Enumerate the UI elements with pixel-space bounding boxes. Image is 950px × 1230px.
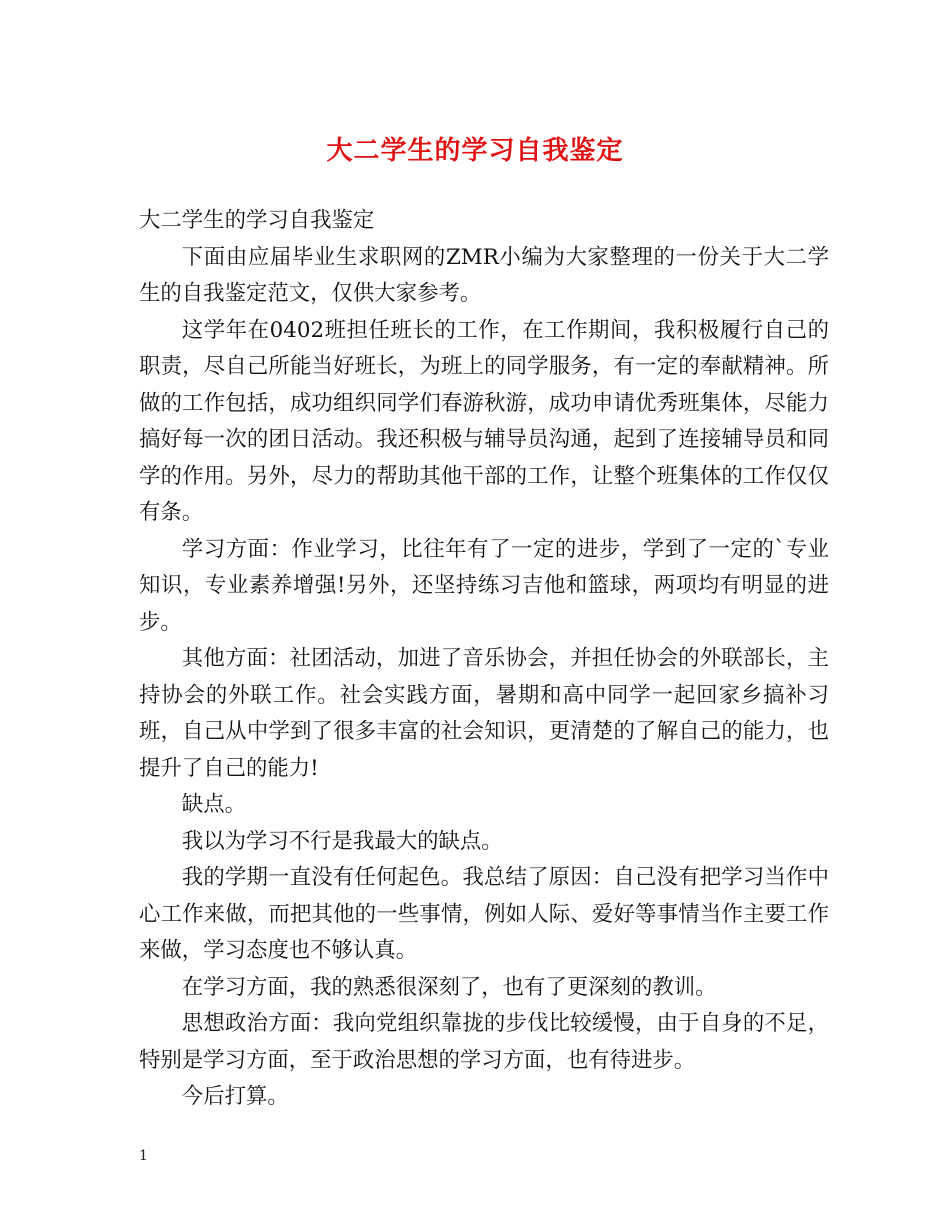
paragraph-plans: 今后打算。 bbox=[181, 1084, 289, 1109]
paragraph-shortcomings: 缺点。 bbox=[181, 792, 246, 817]
paragraph-biggest-shortcoming: 我以为学习不行是我最大的缺点。 bbox=[181, 828, 503, 854]
paragraph-heading: 大二学生的学习自我鉴定 bbox=[139, 208, 375, 233]
paragraph-intro: 下面由应届毕业生求职网的ZMR小编为大家整理的一份关于大二学生的自我鉴定范文，仅供大家参考。 bbox=[139, 244, 829, 306]
paragraph-reasons: 我的学期一直没有任何起色。我总结了原因：自己没有把学习当作中心工作来做，而把其他的一些事情，例如人际、爱好等事情当作主要工作来做，学习态度也不够认真。 bbox=[139, 865, 829, 963]
page-number: 1 bbox=[139, 1148, 148, 1164]
paragraph-lesson: 在学习方面，我的熟悉很深刻了，也有了更深刻的教训。 bbox=[181, 974, 717, 1000]
paragraph-monitor-work: 这学年在0402班担任班长的工作，在工作期间，我积极履行自己的职责，尽自己所能当好班长，为班上的同学服务，有一定的奉献精神。所做的工作包括，成功组织同学们春游秋游，成功申请优秀班集体，尽能力搞好每一次的团日活动。我还积极与辅导员沟通，起到了连接辅导员和同学的作用。另外，尽力的帮助其他干部的工作，让整个班集体的工作仅仅有条。 bbox=[139, 317, 829, 525]
document-title: 大二学生的学习自我鉴定 bbox=[326, 136, 624, 166]
paragraph-study: 学习方面：作业学习，比往年有了一定的进步，学到了一定的`专业知识，专业素养增强!另外，还坚持练习吉他和篮球，两项均有明显的进步。 bbox=[139, 536, 829, 635]
document-body bbox=[139, 203, 829, 1116]
paragraph-other: 其他方面：社团活动，加进了音乐协会，并担任协会的外联部长，主持协会的外联工作。社会实践方面，暑期和高中同学一起回家乡搞补习班，自己从中学到了很多丰富的社会知识，更清楚的了解自己的能力，也提升了自己的能力! bbox=[139, 646, 829, 781]
paragraph-politics: 思想政治方面：我向党组织靠拢的步伐比较缓慢，由于自身的不足，特别是学习方面，至于政治思想的学习方面，也有待进步。 bbox=[139, 1011, 829, 1073]
